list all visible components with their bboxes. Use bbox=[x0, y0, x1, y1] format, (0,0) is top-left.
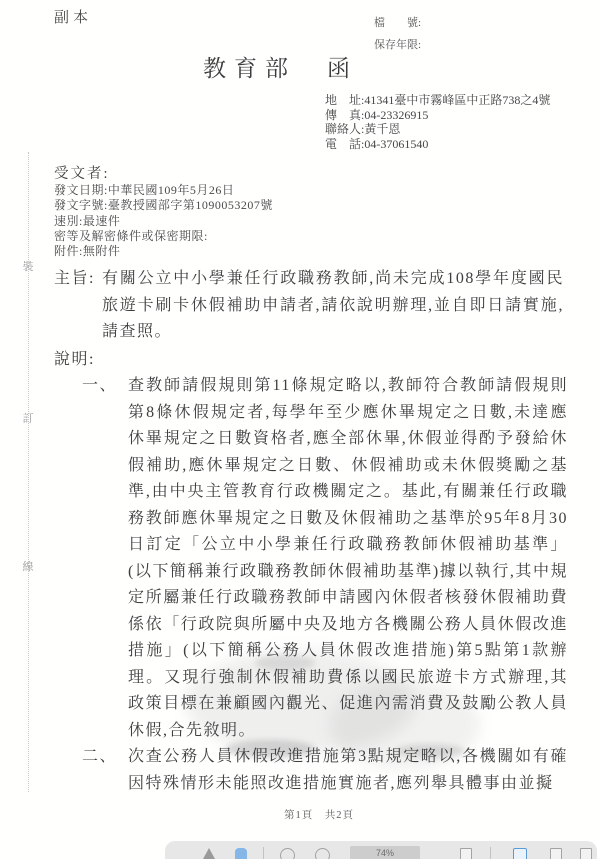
toolbar-divider bbox=[490, 847, 491, 859]
description-label: 說明: bbox=[54, 350, 95, 368]
subject-text: 有關公立中小學兼任行政職務教師,尚未完成108學年度國民旅遊卡刷卡休假補助申請者,請依說明辦理,並自即日請實施,請查照。 bbox=[102, 270, 564, 340]
subject-paragraph bbox=[54, 266, 574, 346]
item-text: 次查公務人員休假改進措施第3點規定略以,各機關如有確因特殊情形未能照改進措施實施者,應列舉具體事由並擬 bbox=[128, 748, 568, 792]
pdf-viewer-toolbar[interactable] bbox=[165, 841, 597, 859]
two-page-view-icon[interactable] bbox=[580, 848, 592, 859]
binding-mark-zhuang: 裝 bbox=[22, 261, 34, 273]
toolbar-divider bbox=[263, 847, 264, 859]
sender-fax: 傳 真:04-23326915 bbox=[325, 107, 429, 122]
item-text: 查教師請假規則第11條規定略以,教師符合教師請假規則第8條休假規定者,每學年至少應休畢規定之日數,未達應休畢規定之日數資格者,應全部休畢,休假並得酌予發給休假補助,應休畢規定之日數、休假補助或未休假獎勵之基準,由中央主管教育行政機關定之。基此,有關兼任行政職務教師應休畢規定之日數及休假補助之基準於95年8月30日訂定「公立中小學兼任行政職務教師休假補助基準」(以下簡稱兼行政職務教師休假補助基準)據以執行,其中規定所屬兼任行政職務教師申請國內休假者核發休假補助費係依「行政院與所屬中央及地方各機關公務人員休假改進措施」(以下簡稱公務人員休假改進措施)第5點第1款辦理。又現行強制休假補助費係以國民旅遊卡方式辦理,其政策目標在兼顧國內觀光、促進內需消費及鼓勵公教人員休假,合先敘明。 bbox=[128, 377, 568, 739]
document-title: 教育部 函 bbox=[203, 56, 358, 81]
sender-contact-person: 聯絡人:黃千恩 bbox=[325, 122, 401, 136]
zoom-in-icon[interactable] bbox=[315, 848, 330, 859]
select-cursor-icon[interactable] bbox=[203, 848, 215, 859]
print-icon[interactable] bbox=[460, 848, 472, 859]
subject-label: 主旨: bbox=[54, 270, 95, 287]
letter-body bbox=[54, 266, 574, 797]
file-number-label: 檔 號: bbox=[374, 17, 422, 29]
description-item-1 bbox=[54, 373, 574, 744]
zoom-level-field[interactable]: 74% bbox=[350, 846, 420, 859]
item-number: 二、 bbox=[82, 748, 118, 765]
issue-date: 發文日期:中華民國109年5月26日 bbox=[54, 183, 235, 197]
retention-period-label: 保存年限: bbox=[374, 39, 422, 51]
copy-label: 副本 bbox=[54, 10, 93, 26]
page-number: 第1頁 共2頁 bbox=[284, 810, 354, 821]
description-item-2 bbox=[54, 744, 574, 797]
sender-phone: 電 話:04-37061540 bbox=[325, 136, 429, 151]
hand-tool-icon[interactable] bbox=[235, 848, 247, 859]
sender-address: 地 址:41341臺中市霧峰區中正路738之4號 bbox=[325, 93, 551, 107]
document-meta-block bbox=[54, 183, 273, 259]
attachment-note: 附件:無附件 bbox=[54, 244, 121, 259]
speed-class: 速別:最速件 bbox=[54, 213, 121, 228]
item-number: 一、 bbox=[82, 377, 118, 394]
recipient-label: 受文者: bbox=[54, 166, 110, 182]
save-icon[interactable] bbox=[513, 848, 527, 859]
binding-mark-ding: 訂 bbox=[22, 413, 34, 425]
zoom-out-icon[interactable] bbox=[280, 848, 295, 859]
sender-contact-block bbox=[325, 93, 550, 151]
binding-dotted-line bbox=[28, 152, 29, 792]
issue-number: 發文字號:臺教授國部字第1090053207號 bbox=[54, 198, 273, 213]
binding-mark-xian: 線 bbox=[22, 561, 34, 573]
security-class: 密等及解密條件或保密期限: bbox=[54, 228, 208, 243]
single-page-view-icon[interactable] bbox=[550, 848, 562, 859]
